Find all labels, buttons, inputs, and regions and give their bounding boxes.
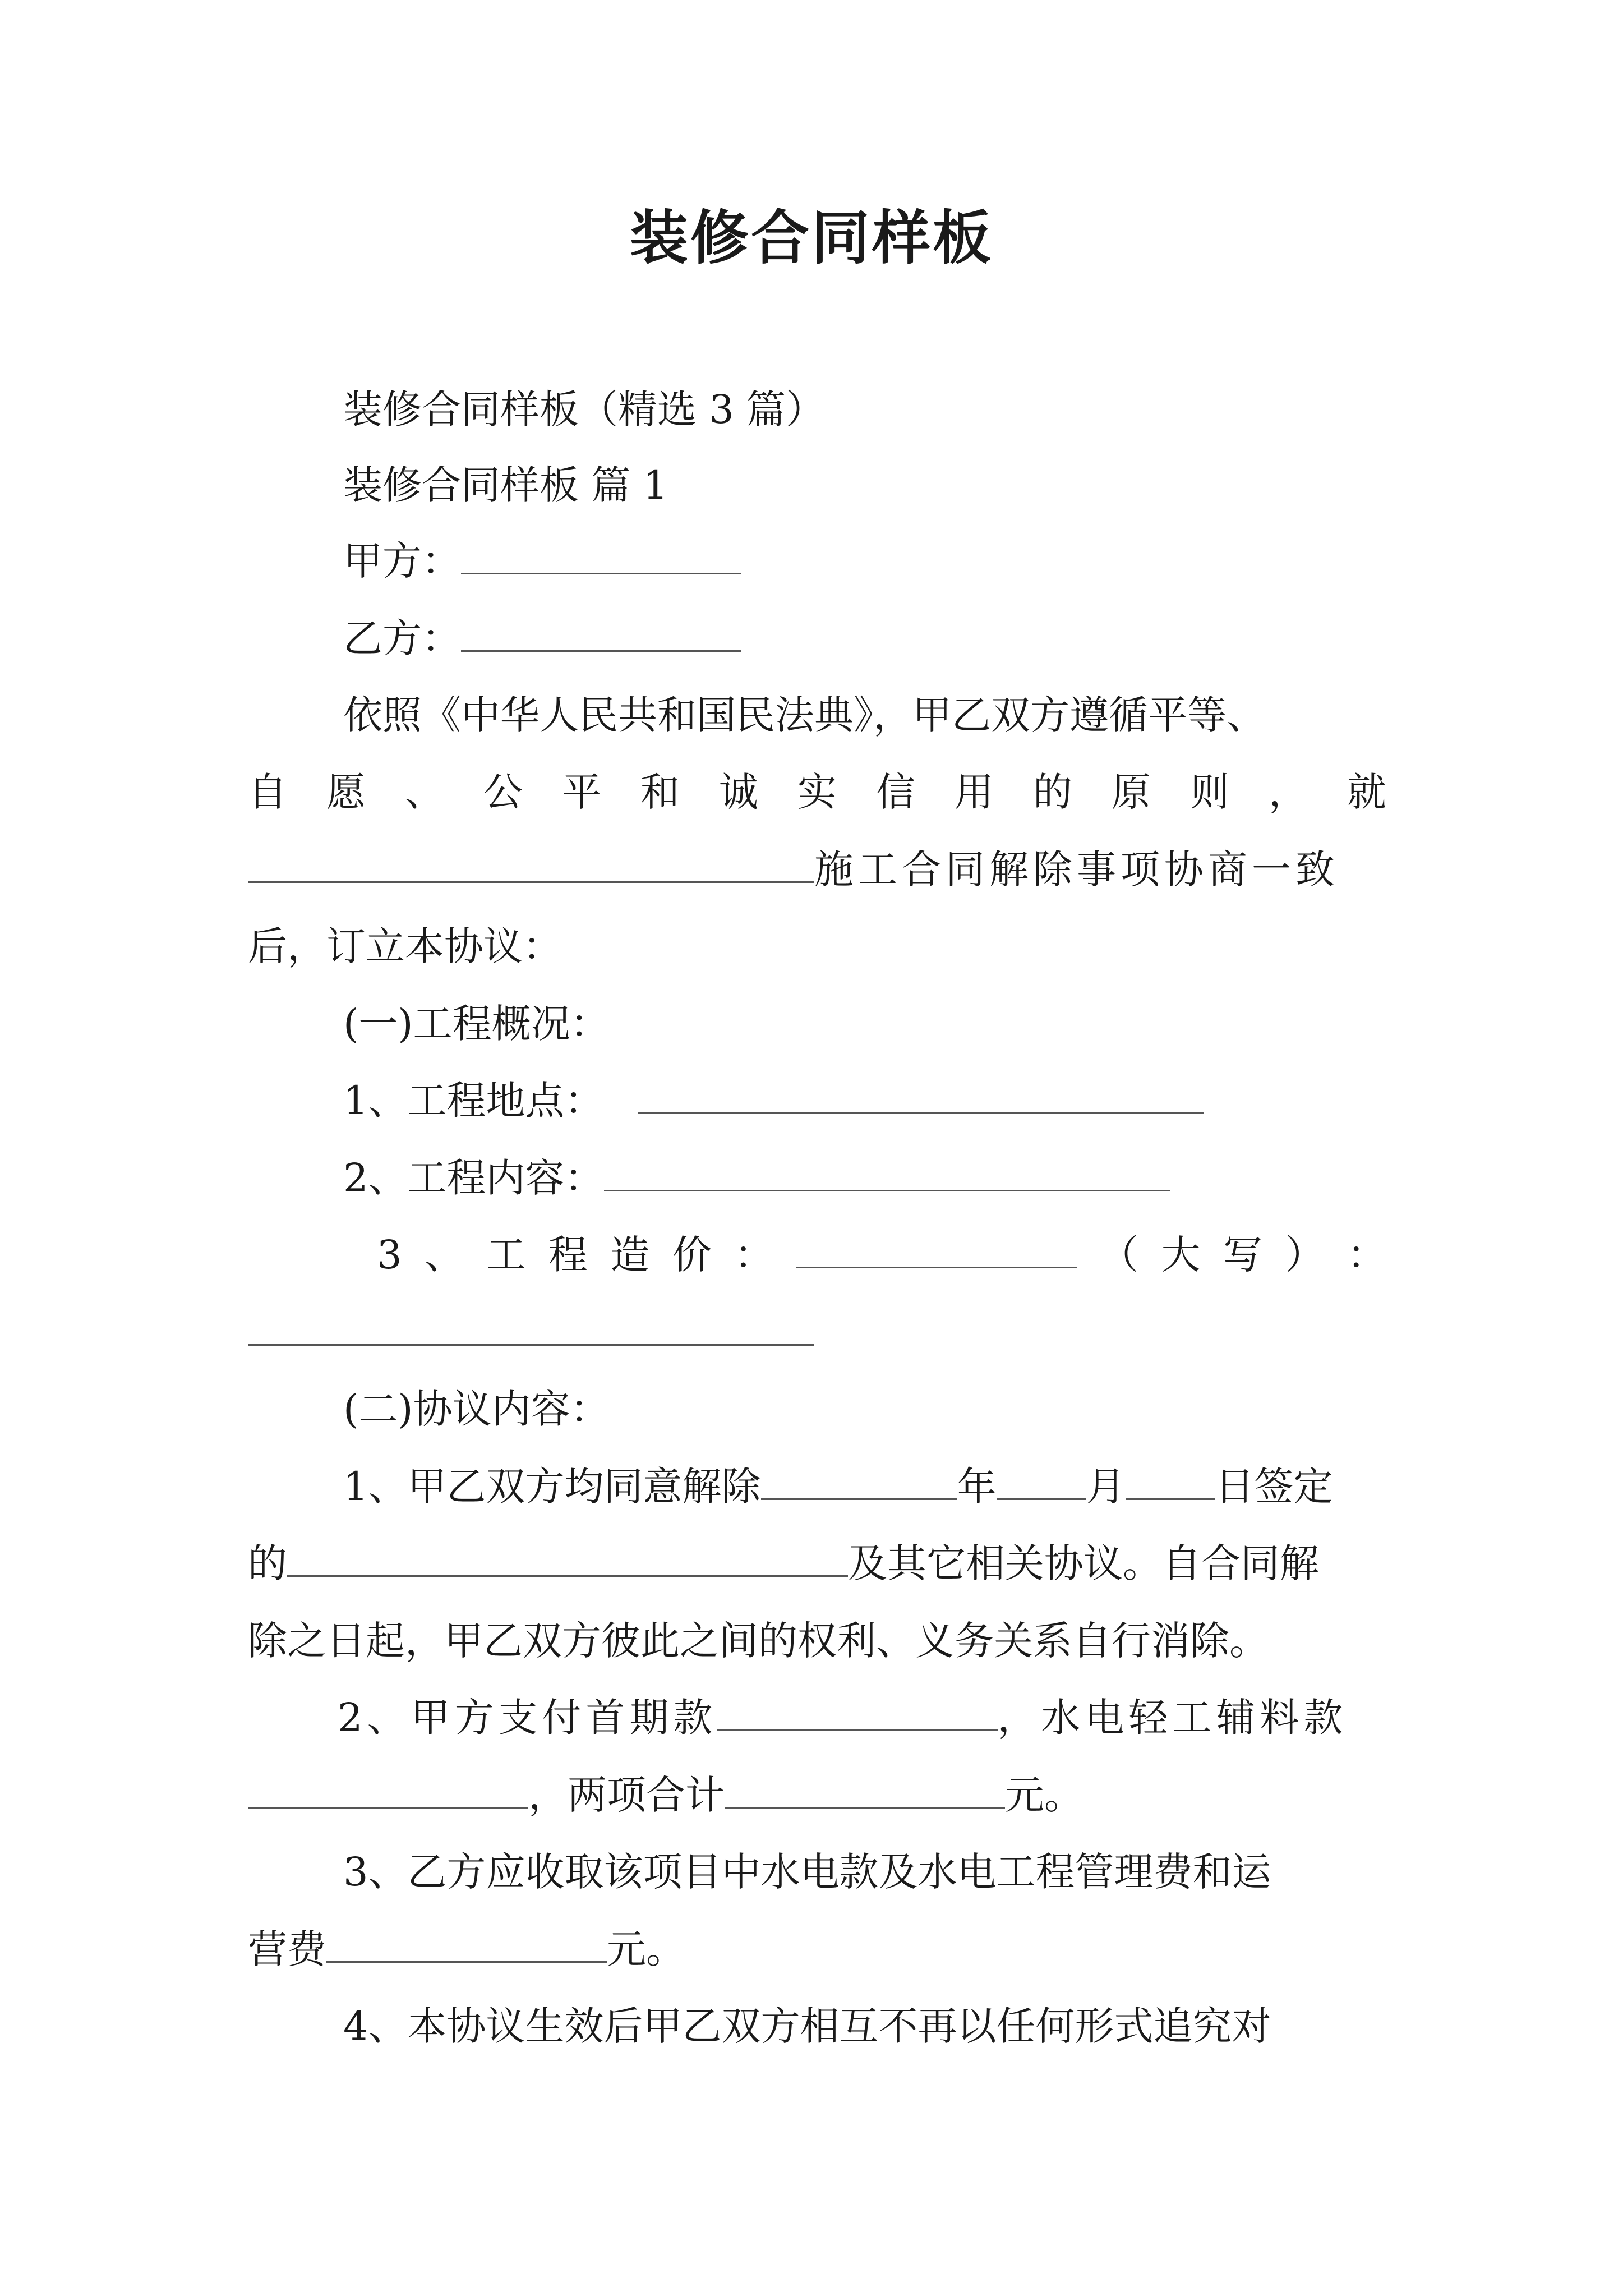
document-subtitle: 装修合同样板（精选 3 篇） bbox=[343, 386, 826, 432]
cost-row bbox=[377, 1227, 1386, 1283]
content-label: 2、工程内容： bbox=[343, 1155, 604, 1201]
party-a-blank[interactable] bbox=[461, 533, 741, 574]
p2-unit: 元。 bbox=[1005, 1772, 1083, 1818]
intro-char: 诚 bbox=[719, 769, 758, 815]
party-a-row bbox=[248, 533, 1386, 589]
intro-char: 就 bbox=[1347, 769, 1386, 815]
contract-name-blank[interactable] bbox=[287, 1536, 848, 1577]
cost-char: 写 bbox=[1223, 1232, 1263, 1278]
p3-unit: 元。 bbox=[607, 1926, 685, 1972]
day-blank[interactable] bbox=[1126, 1459, 1215, 1500]
sec2-p1-line1 bbox=[248, 1458, 1386, 1515]
cost-char: 程 bbox=[548, 1232, 588, 1278]
sec1-item3 bbox=[248, 1227, 1386, 1283]
location-blank[interactable] bbox=[638, 1073, 1204, 1114]
day-label: 日签定 bbox=[1215, 1464, 1333, 1510]
sec1-heading: (一)工程概况： bbox=[343, 1001, 610, 1047]
cost-char: 3 bbox=[377, 1232, 402, 1278]
month-blank[interactable] bbox=[997, 1459, 1086, 1500]
sec1-item1 bbox=[248, 1073, 1386, 1129]
cost-char: ： bbox=[1347, 1232, 1386, 1278]
sec2-p3-line1: 3、乙方应收取该项目中水电款及水电工程管理费和运 bbox=[343, 1849, 1271, 1895]
year-blank[interactable] bbox=[761, 1459, 957, 1500]
content-blank[interactable] bbox=[604, 1151, 1170, 1191]
intro-char: 公 bbox=[483, 769, 523, 815]
intro-line-3 bbox=[248, 841, 1386, 898]
location-label: 1、工程地点： bbox=[343, 1078, 604, 1124]
cost-char: 大 bbox=[1161, 1232, 1201, 1278]
sec1-item2 bbox=[248, 1150, 1386, 1206]
intro-char: 原 bbox=[1112, 769, 1151, 815]
party-b-blank[interactable] bbox=[461, 611, 741, 652]
cost-char: 价 bbox=[672, 1232, 712, 1278]
sec2-p3-line2 bbox=[248, 1921, 1386, 1977]
p2-text: 2、甲方支付首期款 bbox=[338, 1695, 717, 1741]
p3-pre: 营费 bbox=[248, 1926, 326, 1972]
p1-text: 1、甲乙双方均同意解除 bbox=[343, 1464, 761, 1510]
intro-char: 用 bbox=[955, 769, 994, 815]
project-name-blank[interactable] bbox=[248, 842, 814, 883]
cost-char: 工 bbox=[486, 1232, 526, 1278]
total-blank[interactable] bbox=[725, 1768, 1005, 1809]
p2-total-label: ，两项合计 bbox=[528, 1772, 725, 1818]
fee-blank[interactable] bbox=[326, 1922, 607, 1963]
p1-post: 及其它相关协议。自合同解 bbox=[848, 1540, 1319, 1586]
intro-char: 则 bbox=[1190, 769, 1229, 815]
intro-line-1: 依照《中华人民共和国民法典》，甲乙双方遵循平等、 bbox=[343, 692, 1266, 738]
intro-line-4: 后，订立本协议： bbox=[248, 923, 562, 969]
intro-line-2 bbox=[248, 764, 1386, 820]
cost-char: ） bbox=[1285, 1232, 1325, 1278]
section-title: 装修合同样板 篇 1 bbox=[343, 462, 668, 508]
party-b-label: 乙方： bbox=[343, 615, 461, 661]
intro-char: 和 bbox=[640, 769, 680, 815]
document-title: 装修合同样板 bbox=[629, 204, 993, 272]
materials-payment-blank[interactable] bbox=[248, 1768, 528, 1809]
sec2-p1-line2 bbox=[248, 1535, 1386, 1591]
sec2-p1-line3: 除之日起，甲乙双方彼此之间的权利、义务关系自行消除。 bbox=[248, 1618, 1269, 1664]
cost-char: 造 bbox=[610, 1232, 650, 1278]
cost-char: 、 bbox=[425, 1232, 464, 1278]
first-payment-blank[interactable] bbox=[717, 1690, 998, 1731]
cost-char: （ bbox=[1099, 1232, 1139, 1278]
sec2-p2-line2 bbox=[248, 1767, 1386, 1823]
intro-char: 实 bbox=[797, 769, 837, 815]
party-b-row bbox=[248, 610, 1386, 666]
sec2-p2-line1 bbox=[248, 1690, 1386, 1746]
intro-char: ， bbox=[1269, 769, 1308, 815]
p2-text2: ，水电轻工辅料款 bbox=[997, 1695, 1348, 1741]
intro-char: 自 bbox=[248, 769, 287, 815]
intro-char: 的 bbox=[1033, 769, 1072, 815]
cost-words-blank[interactable] bbox=[248, 1305, 814, 1346]
sec2-heading: (二)协议内容： bbox=[343, 1386, 610, 1432]
intro-char: 平 bbox=[562, 769, 601, 815]
cost-blank[interactable] bbox=[796, 1227, 1077, 1268]
intro-char: 愿 bbox=[326, 769, 366, 815]
intro-char: 信 bbox=[876, 769, 915, 815]
intro-char: 、 bbox=[405, 769, 444, 815]
cost-char: ： bbox=[734, 1232, 774, 1278]
party-a-label: 甲方： bbox=[343, 538, 461, 584]
year-label: 年 bbox=[957, 1464, 997, 1510]
intro-line-3-text: 施工合同解除事项协商一致 bbox=[814, 846, 1339, 892]
sec1-item3-cont bbox=[248, 1304, 1386, 1360]
sec2-p4-line1: 4、本协议生效后甲乙双方相互不再以任何形式追究对 bbox=[343, 2003, 1271, 2049]
p1-pre: 的 bbox=[248, 1540, 287, 1586]
month-label: 月 bbox=[1086, 1464, 1126, 1510]
